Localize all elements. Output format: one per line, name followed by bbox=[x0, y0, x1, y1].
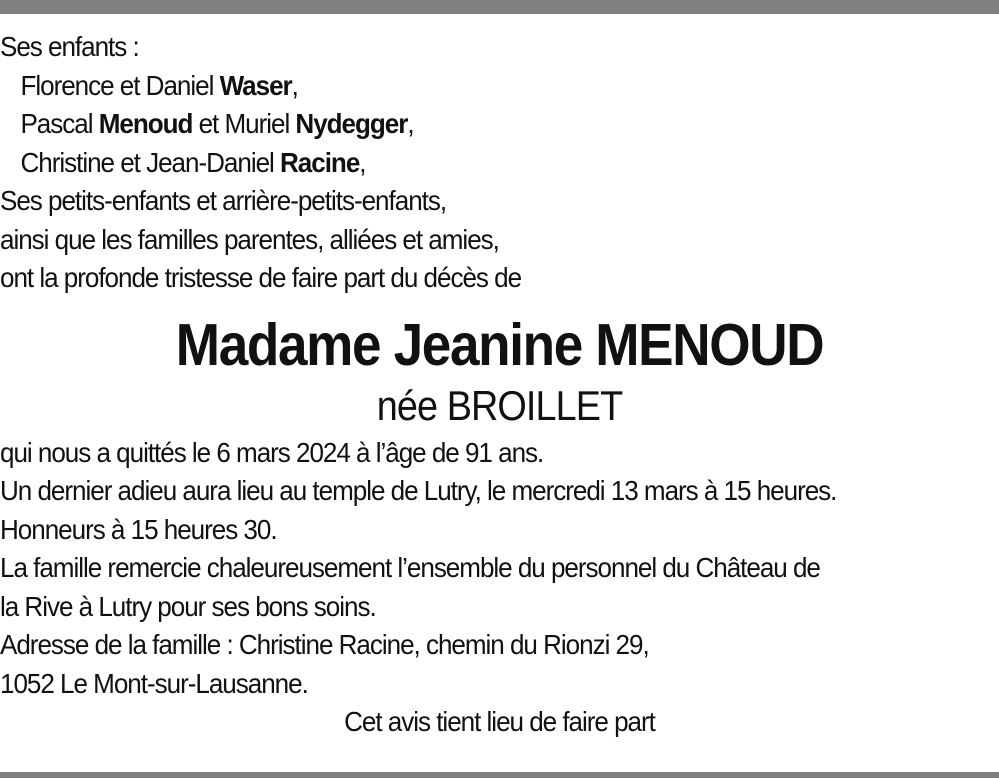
child-line-1 bbox=[0, 67, 929, 106]
top-border bbox=[0, 0, 999, 14]
child-line-2 bbox=[0, 105, 929, 144]
child-line-3 bbox=[0, 144, 929, 183]
closing-note: Cet avis tient lieu de faire part bbox=[344, 706, 655, 737]
intro-line: Ses enfants : bbox=[0, 31, 139, 62]
detail-line-2: Un dernier adieu aura lieu au temple de Lutry, le mercredi 13 mars à 15 heures. bbox=[0, 475, 837, 506]
surname: Menoud bbox=[98, 108, 193, 139]
child-text: , bbox=[407, 108, 414, 139]
deceased-name: Madame Jeanine MENOUD bbox=[175, 311, 824, 378]
detail-line-7: 1052 Le Mont-sur-Lausanne. bbox=[0, 667, 308, 699]
surname: Racine bbox=[280, 146, 360, 178]
child-text: Florence et Daniel bbox=[20, 69, 220, 101]
child-text: et Muriel bbox=[192, 108, 296, 139]
family-line-2: ainsi que les familles parentes, alliées et amies, bbox=[0, 223, 499, 255]
family-line-3: ont la profonde tristesse de faire part du décès de bbox=[0, 262, 522, 293]
death-notice bbox=[0, 28, 999, 742]
maiden-name: née BROILLET bbox=[376, 381, 623, 429]
surname: Waser bbox=[219, 69, 292, 101]
detail-line-5: la Rive à Lutry pour ses bons soins. bbox=[0, 590, 376, 622]
detail-line-4: La famille remercie chaleureusement l’ensemble du personnel du Château de bbox=[0, 552, 820, 583]
detail-line-1: qui nous a quittés le 6 mars 2024 à l’âge de 91 ans. bbox=[0, 436, 544, 468]
child-text: , bbox=[291, 69, 298, 101]
child-text: Christine et Jean-Daniel bbox=[20, 146, 281, 178]
surname: Nydegger bbox=[295, 108, 408, 139]
family-line-1: Ses petits-enfants et arrière-petits-enfants, bbox=[0, 185, 447, 216]
detail-line-6: Adresse de la famille : Christine Racine, chemin du Rionzi 29, bbox=[0, 629, 649, 660]
child-text: Pascal bbox=[20, 108, 99, 139]
child-text: , bbox=[359, 146, 366, 178]
bottom-border bbox=[0, 772, 999, 778]
detail-line-3: Honneurs à 15 heures 30. bbox=[0, 513, 277, 545]
